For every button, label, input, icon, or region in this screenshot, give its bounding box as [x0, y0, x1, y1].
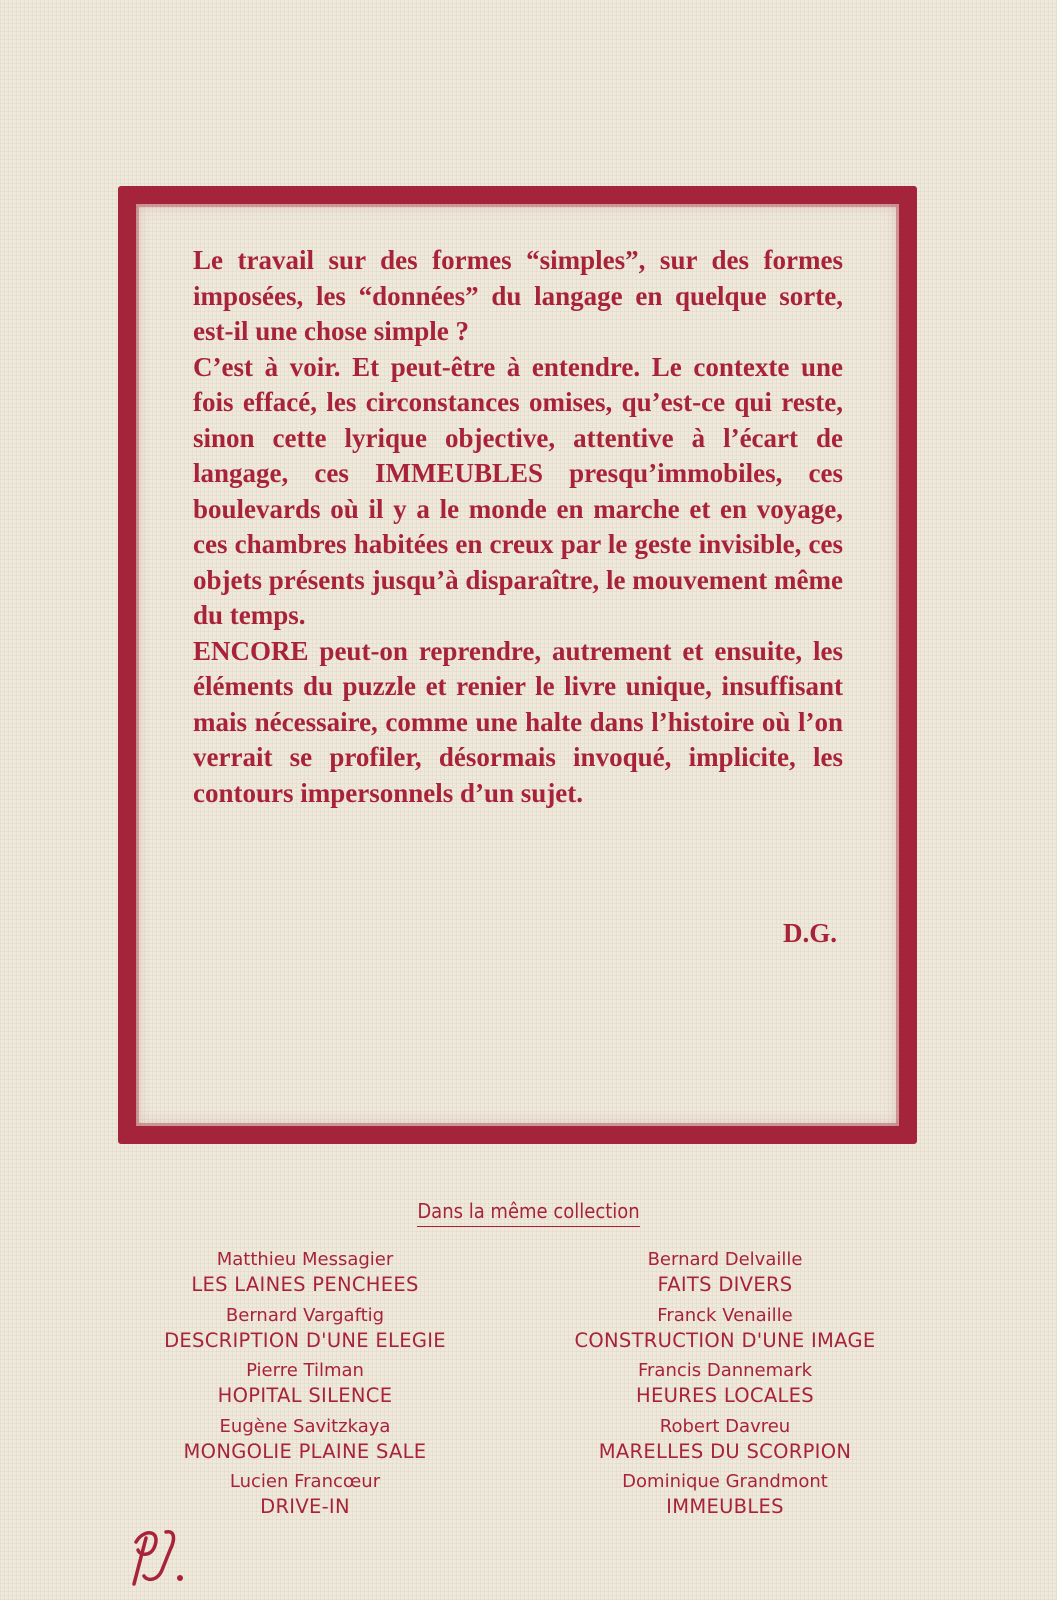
list-item — [95, 1470, 515, 1526]
book-title: FAITS DIVERS — [657, 1273, 793, 1296]
list-item — [515, 1470, 935, 1526]
book-author: Lucien Francœur — [229, 1471, 381, 1492]
book-title: LES LAINES PENCHEES — [191, 1273, 419, 1296]
book-title: DESCRIPTION D'UNE ELEGIE — [164, 1328, 446, 1352]
blurb-paragraph-2: C’est à voir. Et peut-être à entendre. Le contexte une fois effacé, les circonstances omises, qu’est-ce qui reste, sinon cette lyrique objective, attentive à l’écart de langage, ces IMMEUBLES presqu’immobiles, ces boulevards où il y a le monde en marche et en voyage, ces chambres habitées en creux par le geste invisible, ces objets présents jusqu’à disparaître, le mouvement même du temps. — [193, 351, 843, 630]
list-item — [95, 1359, 515, 1415]
list-item — [95, 1304, 515, 1360]
list-item — [515, 1304, 935, 1360]
author-signature: D.G. — [783, 918, 837, 948]
book-title: IMMEUBLES — [666, 1495, 784, 1518]
list-item — [95, 1248, 515, 1304]
book-author: Pierre Tilman — [246, 1360, 364, 1381]
book-author: Francis Dannemark — [637, 1360, 813, 1381]
list-item — [515, 1415, 935, 1471]
book-author: Franck Venaille — [657, 1304, 793, 1326]
book-title: HEURES LOCALES — [636, 1384, 814, 1407]
publisher-logo-icon — [122, 1520, 192, 1590]
book-author: Dominique Grandmont — [622, 1471, 828, 1492]
collection-list-right — [515, 1248, 935, 1526]
list-item — [515, 1248, 935, 1304]
collection-heading — [0, 1199, 1057, 1227]
collection-heading-text: Dans la même collection — [417, 1199, 639, 1227]
list-item — [515, 1359, 935, 1415]
blurb-paragraph-3: ENCORE peut-on reprendre, autrement et ensuite, les éléments du puzzle et renier le livre unique, insuffisant mais nécessaire, comme une halte dans l’histoire où l’on verrait se profiler, désormais invoqué, implicite, les contours impersonnels d’un sujet. — [193, 635, 843, 808]
book-title: HOPITAL SILENCE — [217, 1384, 393, 1407]
book-author: Matthieu Messagier — [216, 1249, 394, 1270]
blurb-paragraph-1: Le travail sur des formes “simples”, sur des formes imposées, les “données” du langage en quelque sorte, est-il une chose simple ? — [193, 245, 843, 346]
back-cover-blurb — [193, 243, 843, 811]
collection-list-left — [95, 1248, 515, 1526]
book-title: MONGOLIE PLAINE SALE — [183, 1439, 427, 1463]
book-title: DRIVE-IN — [260, 1495, 350, 1518]
book-author: Eugène Savitzkaya — [219, 1415, 391, 1437]
book-author: Robert Davreu — [659, 1415, 791, 1437]
book-author: Bernard Delvaille — [647, 1249, 803, 1270]
book-title: MARELLES DU SCORPION — [598, 1439, 852, 1463]
book-author: Bernard Vargaftig — [225, 1304, 385, 1326]
list-item — [95, 1415, 515, 1471]
book-title: CONSTRUCTION D'UNE IMAGE — [574, 1328, 876, 1352]
